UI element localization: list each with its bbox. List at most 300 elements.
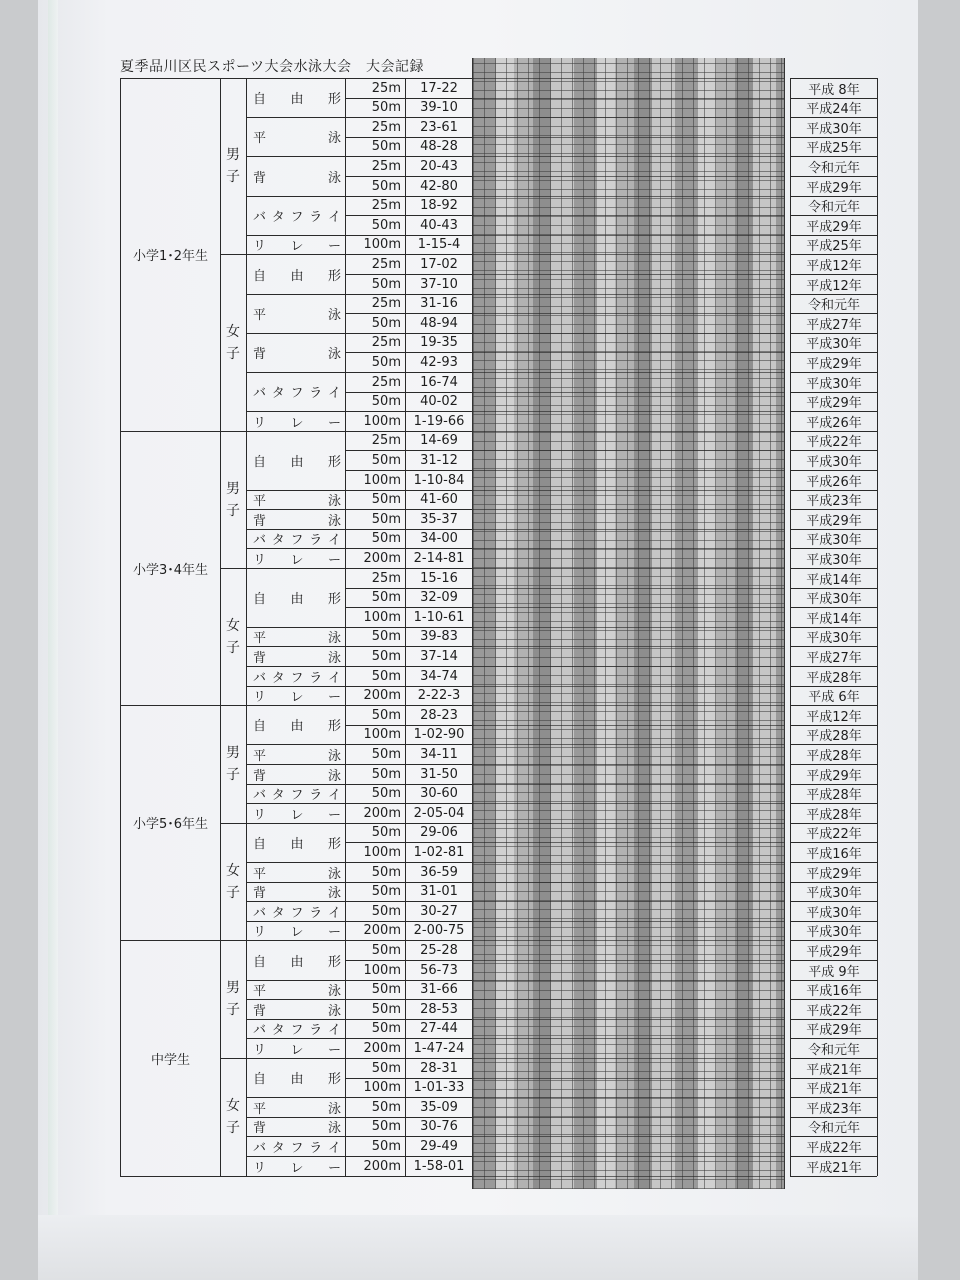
distance-cell: 50m bbox=[371, 1021, 401, 1036]
mosaic-row-band bbox=[473, 568, 784, 569]
stroke-char: ー bbox=[327, 1042, 341, 1058]
stroke-char: 背 bbox=[253, 513, 267, 529]
record-year-cell: 令和元年 bbox=[807, 160, 860, 176]
record-time-cell: 23-61 bbox=[420, 119, 458, 135]
record-year-cell: 令和元年 bbox=[807, 200, 860, 215]
record-time-cell: 1-02-81 bbox=[413, 844, 465, 860]
stroke-char: 自 bbox=[253, 837, 267, 852]
stroke-char: リ bbox=[253, 1160, 267, 1176]
stroke-char: 由 bbox=[290, 954, 304, 970]
record-year-cell: 平成14年 bbox=[806, 611, 862, 627]
stroke-char: ー bbox=[327, 552, 341, 568]
record-year-cell: 平成30年 bbox=[806, 552, 862, 568]
stroke-char: 由 bbox=[290, 92, 304, 107]
stroke-char: ラ bbox=[309, 210, 323, 225]
mosaic-row-band bbox=[473, 333, 784, 334]
distance-cell: 50m bbox=[371, 276, 401, 292]
distance-cell: 25m bbox=[371, 570, 401, 586]
gender-char: 男 bbox=[226, 480, 240, 497]
record-time-cell: 1-15-4 bbox=[417, 237, 461, 252]
stroke-label bbox=[247, 294, 345, 333]
stroke-char: 背 bbox=[253, 768, 267, 784]
gender-label bbox=[223, 78, 243, 254]
record-time-cell: 37-14 bbox=[420, 648, 458, 664]
stroke-char: 背 bbox=[253, 1003, 267, 1019]
mosaic-row-band bbox=[473, 137, 784, 138]
record-time-cell: 37-10 bbox=[420, 276, 458, 292]
stroke-char: リ bbox=[253, 415, 267, 431]
record-year-cell: 平成29年 bbox=[806, 513, 862, 529]
distance-cell: 200m bbox=[363, 1040, 401, 1056]
record-year-cell: 平成30年 bbox=[806, 925, 862, 940]
group-label: 小学1･2年生 bbox=[132, 249, 209, 264]
record-time-cell: 48-94 bbox=[420, 315, 458, 331]
stroke-char: 自 bbox=[253, 92, 267, 107]
mosaic-row-band bbox=[473, 176, 784, 177]
stroke-char: ラ bbox=[309, 1140, 323, 1156]
record-time-cell: 42-80 bbox=[420, 178, 458, 194]
mosaic-row-band bbox=[473, 78, 784, 79]
stroke-label bbox=[247, 803, 345, 823]
record-time-cell: 2-00-75 bbox=[413, 923, 465, 938]
stroke-label bbox=[247, 568, 345, 627]
gender-label bbox=[223, 940, 243, 1058]
gender-char: 女 bbox=[226, 1098, 240, 1114]
distance-cell: 50m bbox=[371, 139, 401, 154]
stroke-label bbox=[247, 744, 345, 764]
stroke-char: ー bbox=[327, 925, 341, 940]
record-time-cell: 31-66 bbox=[420, 982, 458, 997]
mosaic-row-band bbox=[473, 431, 784, 432]
redacted-mosaic-area bbox=[472, 58, 785, 1189]
stroke-char: イ bbox=[327, 670, 341, 686]
stroke-char: 泳 bbox=[327, 984, 341, 999]
stroke-char: 泳 bbox=[327, 170, 341, 186]
distance-cell: 50m bbox=[371, 394, 401, 409]
record-year-cell: 平成30年 bbox=[806, 337, 862, 352]
stroke-char: フ bbox=[290, 788, 304, 803]
record-time-cell: 1-02-90 bbox=[413, 727, 465, 742]
record-time-cell: 25-28 bbox=[420, 942, 458, 958]
stroke-label bbox=[247, 431, 345, 490]
stroke-label bbox=[247, 980, 345, 999]
stroke-char: レ bbox=[290, 415, 304, 431]
distance-cell: 50m bbox=[371, 668, 401, 684]
stroke-char: 泳 bbox=[327, 131, 341, 146]
stroke-char: 由 bbox=[290, 1072, 304, 1087]
stroke-char: 形 bbox=[327, 92, 341, 107]
distance-cell: 50m bbox=[371, 1060, 401, 1076]
document-title: 夏季品川区民スポーツ大会水泳大会 大会記録 bbox=[120, 59, 424, 75]
record-year-cell: 平成29年 bbox=[806, 356, 862, 372]
record-time-cell: 18-92 bbox=[420, 198, 458, 213]
distance-cell: 200m bbox=[363, 550, 401, 566]
record-year-cell: 平成26年 bbox=[806, 415, 862, 431]
mosaic-row-band bbox=[473, 548, 784, 549]
distance-cell: 50m bbox=[371, 1138, 401, 1154]
stroke-char: 泳 bbox=[327, 1003, 341, 1019]
record-time-cell: 40-43 bbox=[420, 217, 458, 233]
record-time-cell: 56-73 bbox=[420, 962, 458, 978]
mosaic-row-band bbox=[473, 490, 784, 491]
stroke-char: リ bbox=[253, 239, 267, 254]
stroke-char: 平 bbox=[253, 494, 267, 509]
record-year-cell: 平成25年 bbox=[806, 239, 862, 254]
stroke-char: タ bbox=[271, 386, 285, 401]
record-time-cell: 31-01 bbox=[420, 884, 458, 899]
table-hline bbox=[790, 1176, 877, 1177]
stroke-char: レ bbox=[290, 552, 304, 568]
distance-cell: 50m bbox=[371, 903, 401, 919]
mosaic-row-band bbox=[473, 882, 784, 883]
mosaic-row-band bbox=[473, 1058, 784, 1059]
gender-label bbox=[223, 254, 243, 431]
stroke-label bbox=[247, 235, 345, 254]
stroke-char: タ bbox=[271, 788, 285, 803]
stroke-label bbox=[247, 999, 345, 1019]
mosaic-row-band bbox=[473, 274, 784, 275]
record-time-cell: 2-14-81 bbox=[413, 550, 465, 566]
record-year-cell: 平成30年 bbox=[806, 886, 862, 901]
mosaic-row-band bbox=[473, 823, 784, 824]
stroke-char: バ bbox=[253, 788, 267, 803]
stroke-char: 形 bbox=[327, 592, 341, 607]
distance-cell: 50m bbox=[371, 531, 401, 546]
distance-cell: 25m bbox=[371, 374, 401, 390]
gender-label bbox=[223, 705, 243, 823]
distance-cell: 50m bbox=[371, 1119, 401, 1134]
stroke-label bbox=[247, 882, 345, 901]
distance-cell: 50m bbox=[371, 707, 401, 723]
stroke-char: フ bbox=[290, 210, 304, 225]
stroke-char: 泳 bbox=[327, 886, 341, 901]
distance-cell: 50m bbox=[371, 629, 401, 644]
stroke-char: 泳 bbox=[327, 1121, 341, 1136]
distance-cell: 50m bbox=[371, 786, 401, 801]
distance-cell: 50m bbox=[371, 100, 401, 115]
distance-cell: 50m bbox=[371, 315, 401, 331]
mosaic-row-band bbox=[473, 960, 784, 961]
stroke-label bbox=[247, 1117, 345, 1136]
record-year-cell: 令和元年 bbox=[807, 298, 860, 313]
stroke-label bbox=[247, 1038, 345, 1058]
record-time-cell: 34-11 bbox=[420, 746, 458, 762]
record-time-cell: 1-58-01 bbox=[413, 1158, 465, 1174]
stroke-char: 泳 bbox=[327, 650, 341, 666]
mosaic-row-band bbox=[473, 313, 784, 314]
mosaic-row-band bbox=[473, 1156, 784, 1157]
distance-cell: 25m bbox=[371, 296, 401, 311]
mosaic-row-band bbox=[473, 744, 784, 745]
mosaic-row-band bbox=[473, 784, 784, 785]
distance-cell: 50m bbox=[371, 492, 401, 507]
distance-cell: 25m bbox=[371, 119, 401, 135]
record-year-cell: 平成27年 bbox=[806, 317, 862, 333]
stroke-char: 背 bbox=[253, 347, 267, 362]
stroke-char: 泳 bbox=[327, 768, 341, 784]
distance-cell: 100m bbox=[363, 237, 401, 252]
group-label: 小学3･4年生 bbox=[132, 562, 209, 578]
record-year-cell: 平成30年 bbox=[806, 454, 862, 470]
mosaic-row-band bbox=[473, 1117, 784, 1118]
mosaic-row-band bbox=[473, 686, 784, 687]
stroke-label bbox=[247, 646, 345, 666]
stroke-label bbox=[247, 411, 345, 431]
distance-cell: 50m bbox=[371, 354, 401, 370]
gender-char: 女 bbox=[226, 617, 240, 634]
record-year-cell: 平成16年 bbox=[806, 846, 862, 862]
gender-char: 子 bbox=[226, 767, 240, 783]
stroke-char: 泳 bbox=[327, 631, 341, 646]
record-time-cell: 1-01-33 bbox=[413, 1080, 465, 1095]
mosaic-row-band bbox=[473, 215, 784, 216]
record-year-cell: 平成29年 bbox=[806, 768, 862, 784]
stroke-char: 由 bbox=[290, 455, 304, 470]
stroke-label bbox=[247, 627, 345, 646]
distance-cell: 100m bbox=[363, 844, 401, 860]
distance-cell: 200m bbox=[363, 923, 401, 938]
mosaic-row-band bbox=[473, 607, 784, 608]
record-time-cell: 20-43 bbox=[420, 158, 458, 174]
record-year-cell: 平成30年 bbox=[806, 121, 862, 137]
group-label: 小学5･6年生 bbox=[132, 817, 209, 832]
record-year-cell: 平成22年 bbox=[806, 1003, 862, 1019]
stroke-char: バ bbox=[253, 533, 267, 548]
record-time-cell: 39-10 bbox=[420, 100, 458, 115]
stroke-label bbox=[247, 1097, 345, 1117]
record-year-cell: 平成30年 bbox=[806, 533, 862, 548]
stroke-label bbox=[247, 196, 345, 235]
record-time-cell: 35-09 bbox=[420, 1099, 458, 1115]
distance-cell: 100m bbox=[363, 962, 401, 978]
stroke-char: タ bbox=[271, 533, 285, 548]
record-year-cell: 平成23年 bbox=[806, 494, 862, 509]
stroke-char: 形 bbox=[327, 1072, 341, 1087]
mosaic-row-band bbox=[473, 117, 784, 118]
distance-cell: 50m bbox=[371, 884, 401, 899]
gender-char: 子 bbox=[226, 639, 240, 656]
record-year-cell: 平成14年 bbox=[806, 572, 862, 588]
gender-char: 子 bbox=[226, 345, 240, 362]
record-year-cell: 平成22年 bbox=[806, 1140, 862, 1156]
stroke-char: 自 bbox=[253, 719, 267, 734]
stroke-char: バ bbox=[253, 670, 267, 686]
stroke-label bbox=[247, 509, 345, 529]
mosaic-row-band bbox=[473, 803, 784, 804]
record-time-cell: 41-60 bbox=[420, 492, 458, 507]
distance-cell: 50m bbox=[371, 217, 401, 233]
gender-char: 子 bbox=[226, 502, 240, 519]
mosaic-row-band bbox=[473, 646, 784, 647]
record-time-cell: 42-93 bbox=[420, 354, 458, 370]
record-year-cell: 平成25年 bbox=[806, 141, 862, 156]
distance-cell: 50m bbox=[371, 648, 401, 664]
stroke-char: 平 bbox=[253, 866, 267, 882]
record-year-cell: 平成30年 bbox=[806, 631, 862, 646]
stroke-label bbox=[247, 1156, 345, 1176]
distance-cell: 25m bbox=[371, 158, 401, 174]
record-time-cell: 29-06 bbox=[420, 825, 458, 840]
stroke-char: ー bbox=[327, 690, 341, 705]
record-time-cell: 28-23 bbox=[420, 707, 458, 723]
record-year-cell: 平成29年 bbox=[806, 396, 862, 411]
record-time-cell: 34-74 bbox=[420, 668, 458, 684]
record-time-cell: 29-49 bbox=[420, 1138, 458, 1154]
gender-char: 女 bbox=[226, 323, 240, 340]
stroke-char: 由 bbox=[290, 592, 304, 607]
stroke-label bbox=[247, 823, 345, 862]
stroke-char: バ bbox=[253, 1140, 267, 1156]
record-time-cell: 48-28 bbox=[420, 139, 458, 154]
record-time-cell: 31-12 bbox=[420, 452, 458, 468]
distance-cell: 50m bbox=[371, 825, 401, 840]
mosaic-row-band bbox=[473, 980, 784, 981]
gender-char: 子 bbox=[226, 169, 240, 185]
stroke-char: ー bbox=[327, 239, 341, 254]
stroke-char: 平 bbox=[253, 1101, 267, 1117]
record-year-cell: 平成21年 bbox=[806, 1160, 862, 1176]
record-year-cell: 平成12年 bbox=[806, 258, 862, 274]
stroke-char: バ bbox=[253, 905, 267, 921]
stroke-char: フ bbox=[290, 1023, 304, 1038]
stroke-char: 泳 bbox=[327, 1101, 341, 1117]
mosaic-row-band bbox=[473, 1097, 784, 1098]
stroke-char: ー bbox=[327, 1160, 341, 1176]
record-time-cell: 40-02 bbox=[420, 394, 458, 409]
stroke-char: 背 bbox=[253, 886, 267, 901]
table-vline bbox=[220, 78, 221, 1176]
stroke-char: ー bbox=[327, 415, 341, 431]
mosaic-row-band bbox=[473, 1136, 784, 1137]
stroke-label bbox=[247, 1019, 345, 1038]
mosaic-row-band bbox=[473, 705, 784, 706]
record-year-cell: 平成28年 bbox=[806, 748, 862, 764]
distance-cell: 50m bbox=[371, 942, 401, 958]
stroke-char: タ bbox=[271, 210, 285, 225]
stroke-label bbox=[247, 78, 345, 117]
stroke-char: タ bbox=[271, 1140, 285, 1156]
record-year-cell: 平成21年 bbox=[806, 1082, 862, 1097]
record-time-cell: 2-05-04 bbox=[413, 805, 465, 821]
mosaic-row-band bbox=[473, 509, 784, 510]
gender-label bbox=[223, 568, 243, 705]
mosaic-row-band bbox=[473, 372, 784, 373]
gender-char: 男 bbox=[226, 745, 240, 761]
mosaic-row-band bbox=[473, 470, 784, 471]
record-time-cell: 28-31 bbox=[420, 1060, 458, 1076]
distance-cell: 100m bbox=[363, 413, 401, 429]
stroke-char: 泳 bbox=[327, 308, 341, 323]
stroke-label bbox=[247, 1136, 345, 1156]
stroke-label bbox=[247, 156, 345, 196]
record-time-cell: 16-74 bbox=[420, 374, 458, 390]
distance-cell: 50m bbox=[371, 864, 401, 880]
distance-cell: 25m bbox=[371, 256, 401, 272]
stroke-char: リ bbox=[253, 1042, 267, 1058]
stroke-char: 泳 bbox=[327, 513, 341, 529]
stroke-char: イ bbox=[327, 1023, 341, 1038]
stroke-char: 泳 bbox=[327, 347, 341, 362]
record-year-cell: 平成30年 bbox=[806, 905, 862, 921]
stroke-char: フ bbox=[290, 386, 304, 401]
record-year-cell: 平成26年 bbox=[806, 474, 862, 490]
record-year-cell: 令和元年 bbox=[807, 1042, 860, 1058]
record-time-cell: 1-19-66 bbox=[413, 413, 465, 429]
distance-cell: 50m bbox=[371, 590, 401, 605]
mosaic-row-band bbox=[473, 529, 784, 530]
mosaic-row-band bbox=[473, 999, 784, 1000]
stroke-char: 自 bbox=[253, 954, 267, 970]
record-year-cell: 平成28年 bbox=[806, 807, 862, 823]
mosaic-row-band bbox=[473, 1038, 784, 1039]
stroke-label bbox=[247, 372, 345, 411]
stroke-char: 形 bbox=[327, 837, 341, 852]
mosaic-row-band bbox=[473, 156, 784, 157]
stroke-char: 由 bbox=[290, 268, 304, 284]
gender-char: 女 bbox=[226, 862, 240, 879]
record-year-cell: 平成21年 bbox=[806, 1062, 862, 1078]
record-time-cell: 15-16 bbox=[420, 570, 458, 586]
distance-cell: 50m bbox=[371, 1099, 401, 1115]
mosaic-row-band bbox=[473, 392, 784, 393]
stroke-char: レ bbox=[290, 807, 304, 823]
stroke-char: レ bbox=[290, 1160, 304, 1176]
stroke-char: バ bbox=[253, 1023, 267, 1038]
record-time-cell: 17-22 bbox=[420, 80, 458, 96]
stroke-char: 自 bbox=[253, 268, 267, 284]
record-year-cell: 平成27年 bbox=[806, 650, 862, 666]
stroke-char: 泳 bbox=[327, 494, 341, 509]
stroke-char: リ bbox=[253, 807, 267, 823]
stroke-char: イ bbox=[327, 905, 341, 921]
stroke-char: フ bbox=[290, 905, 304, 921]
distance-cell: 100m bbox=[363, 609, 401, 625]
record-time-cell: 1-47-24 bbox=[413, 1040, 465, 1056]
stroke-char: タ bbox=[271, 670, 285, 686]
record-time-cell: 17-02 bbox=[420, 256, 458, 272]
stroke-label bbox=[247, 254, 345, 294]
stroke-label bbox=[247, 529, 345, 548]
record-time-cell: 1-10-61 bbox=[413, 609, 465, 625]
stroke-label bbox=[247, 117, 345, 156]
stroke-char: レ bbox=[290, 925, 304, 940]
record-year-cell: 平成29年 bbox=[806, 1023, 862, 1038]
stroke-char: フ bbox=[290, 1140, 304, 1156]
distance-cell: 25m bbox=[371, 433, 401, 448]
record-time-cell: 1-10-84 bbox=[413, 472, 465, 488]
mosaic-row-band bbox=[473, 862, 784, 863]
mosaic-row-band bbox=[473, 1176, 784, 1177]
record-year-cell: 平成29年 bbox=[806, 944, 862, 960]
stroke-char: 形 bbox=[327, 268, 341, 284]
distance-cell: 200m bbox=[363, 1158, 401, 1174]
stroke-char: 平 bbox=[253, 984, 267, 999]
stroke-char: バ bbox=[253, 210, 267, 225]
stroke-label bbox=[247, 921, 345, 940]
mosaic-row-band bbox=[473, 196, 784, 197]
record-year-cell: 平成29年 bbox=[806, 219, 862, 235]
record-year-cell: 平成30年 bbox=[806, 592, 862, 607]
stroke-char: 自 bbox=[253, 1072, 267, 1087]
distance-cell: 25m bbox=[371, 335, 401, 350]
mosaic-row-band bbox=[473, 254, 784, 255]
record-year-cell: 平成28年 bbox=[806, 670, 862, 686]
stroke-label bbox=[247, 666, 345, 686]
stroke-char: タ bbox=[271, 1023, 285, 1038]
mosaic-row-band bbox=[473, 842, 784, 843]
mosaic-row-band bbox=[473, 588, 784, 589]
stroke-char: 由 bbox=[290, 719, 304, 734]
